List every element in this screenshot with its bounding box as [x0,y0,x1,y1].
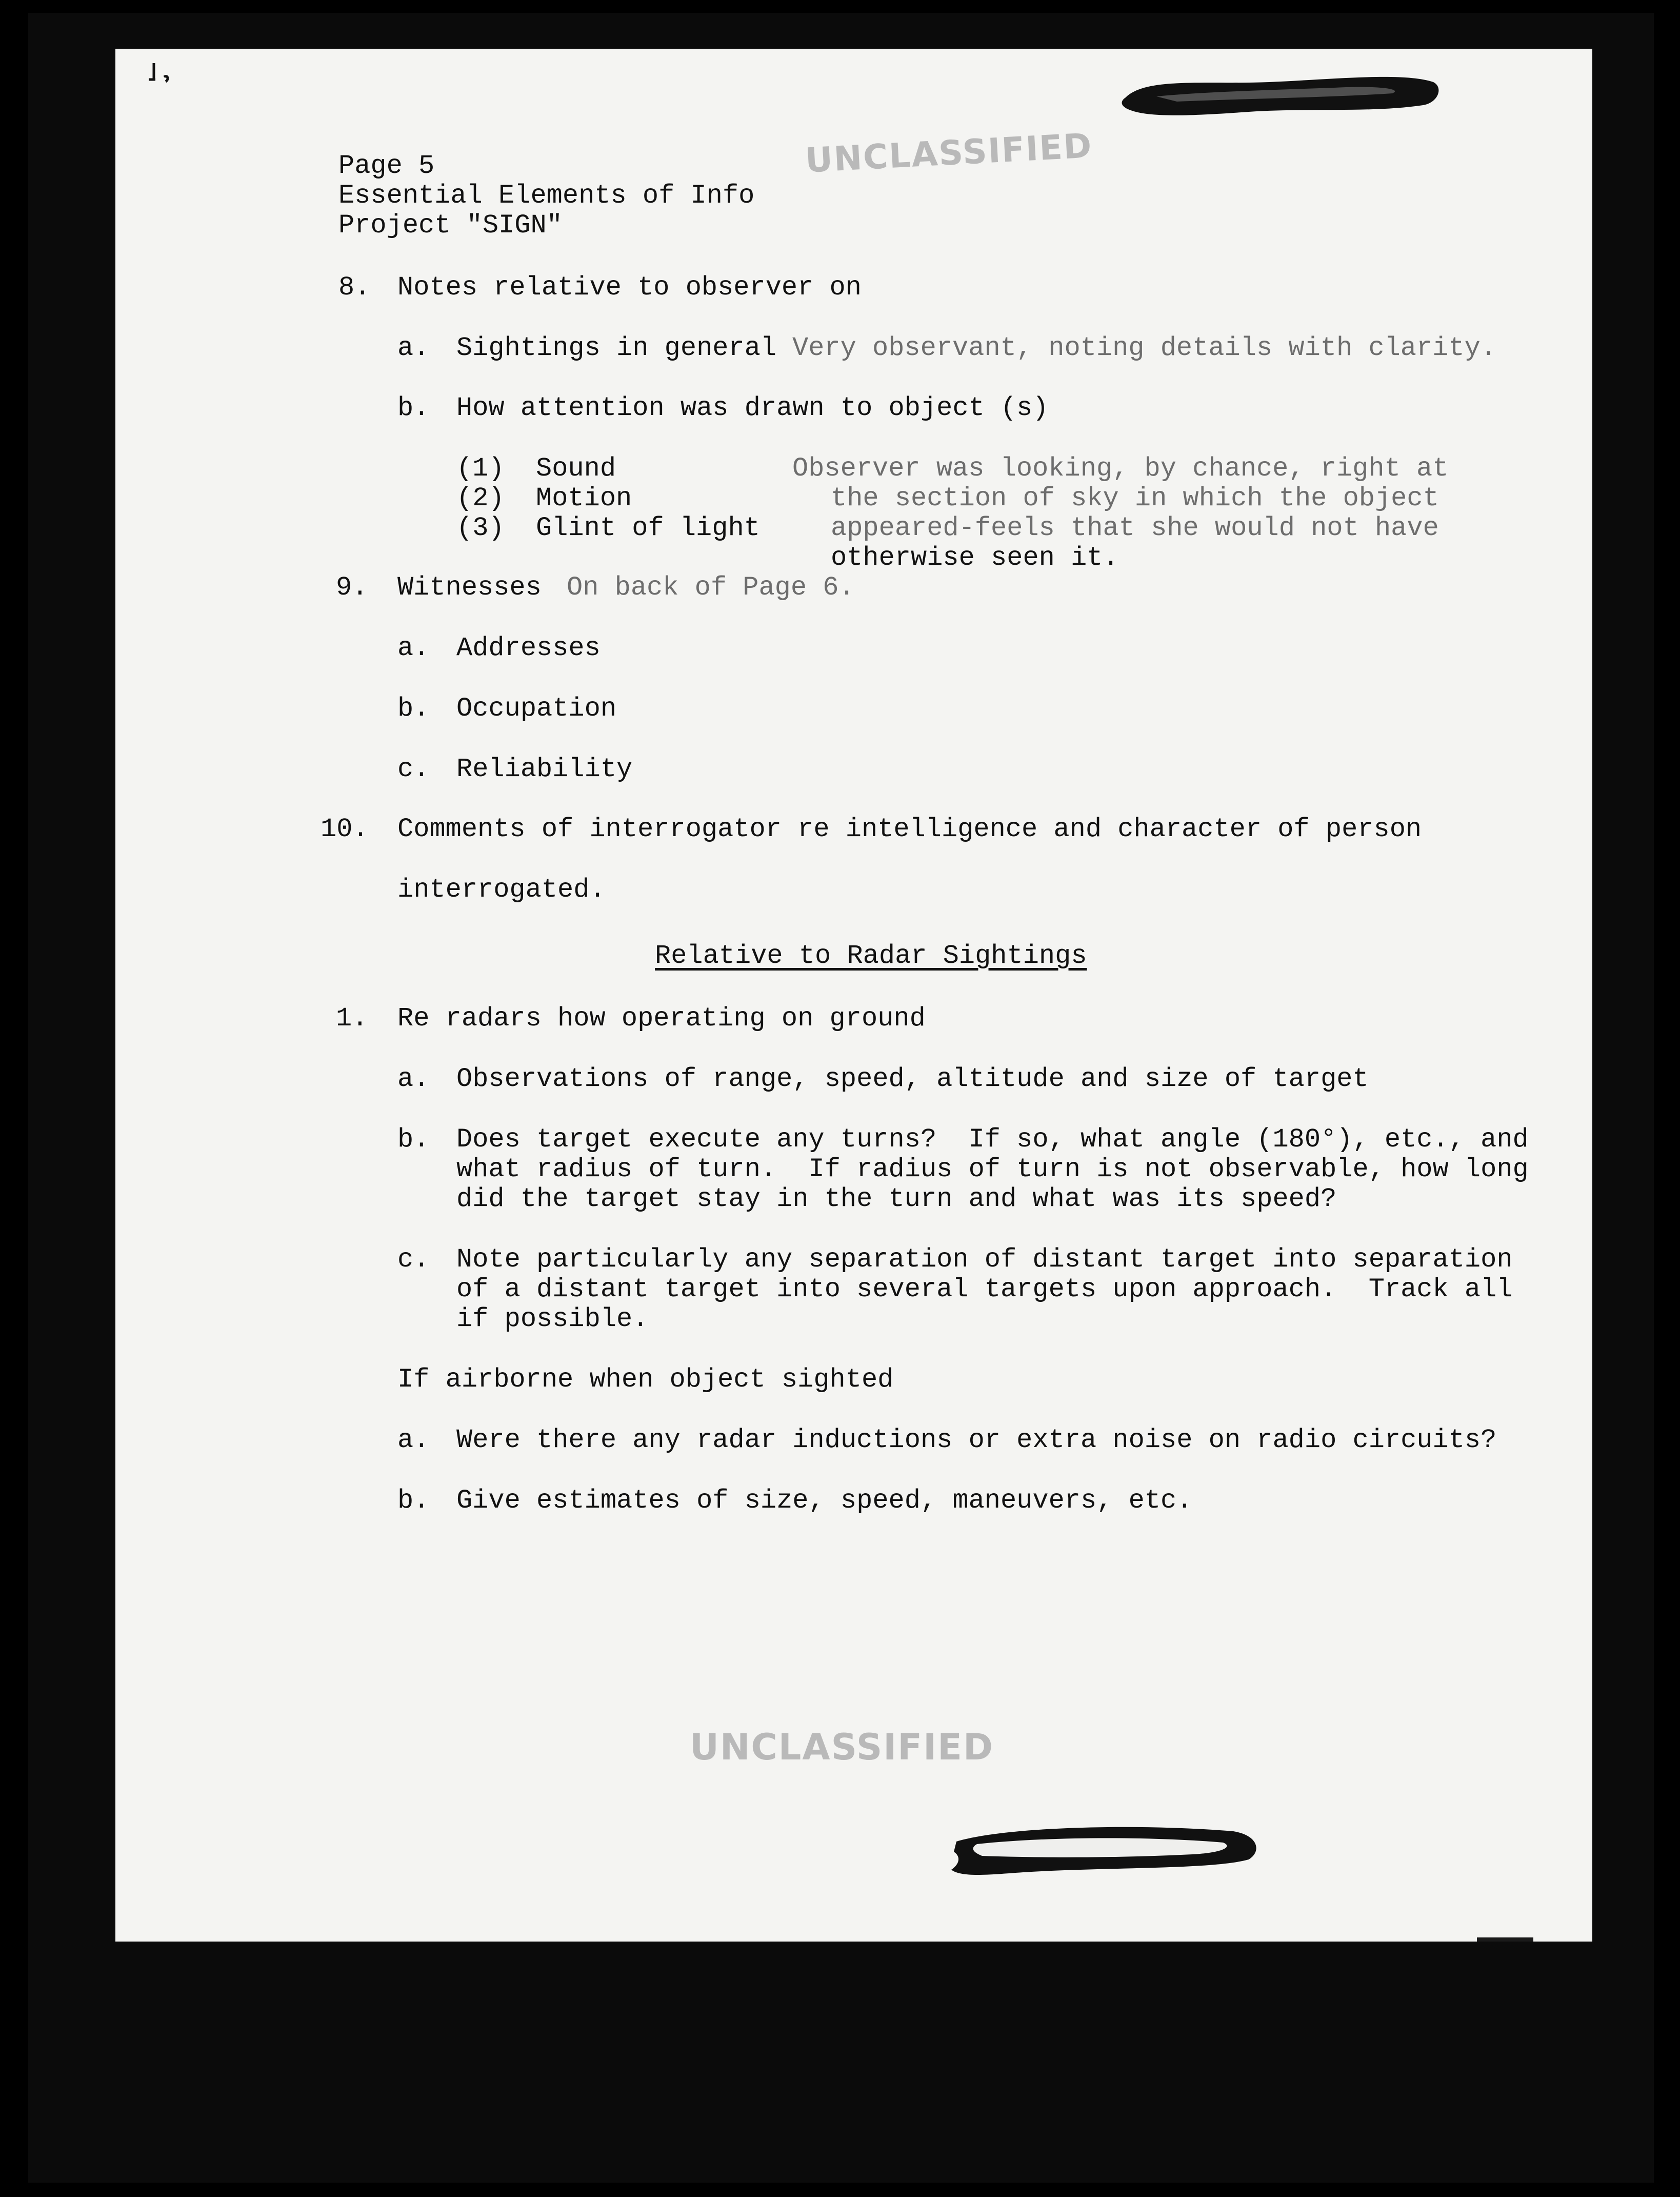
item-8-text: Notes relative to observer on [397,272,862,303]
airborne-heading: If airborne when object sighted [397,1364,894,1395]
section-heading: Relative to Radar Sightings [655,941,1087,971]
radar-item-1c-line-1: Note particularly any separation of distant target into separation [456,1244,1513,1275]
item-10-number: 10. [321,814,369,844]
classification-stamp-bottom: UNCLASSIFIED [690,1726,994,1768]
option-3-label: Glint of light [536,513,760,543]
classification-stamp-top: UNCLASSIFIED [804,126,1094,181]
item-9b-number: b. [397,694,430,724]
item-9b-text: Occupation [456,694,617,724]
redaction-mark-bottom [946,1821,1264,1883]
item-9c-text: Reliability [456,754,633,784]
radar-item-1c-line-2: of a distant target into several targets upon approach. Track all [456,1274,1513,1304]
item-9a-number: a. [397,633,430,663]
project-name: Project "SIGN" [338,210,563,241]
airborne-item-b-number: b. [397,1486,430,1516]
document-subject: Essential Elements of Info [338,181,755,211]
item-8a-label: Sightings in general [456,333,777,363]
airborne-item-a-text: Were there any radar inductions or extra noise on radio circuits? [456,1425,1497,1455]
observer-note-line-2: the section of sky in which the object [831,483,1439,513]
option-3-number: (3) [456,513,505,543]
edge-mark [1477,1937,1533,1942]
airborne-item-a-number: a. [397,1425,430,1455]
option-1-label: Sound [536,453,616,484]
option-2-number: (2) [456,483,505,513]
corner-mark [141,59,177,95]
radar-item-1c-line-3: if possible. [456,1304,649,1334]
page-number: Page 5 [338,151,435,181]
radar-item-1a-text: Observations of range, speed, altitude and size of target [456,1064,1369,1094]
item-9-number: 9. [336,572,368,603]
observer-note-line-1: Observer was looking, by chance, right at [792,453,1449,484]
airborne-item-b-text: Give estimates of size, speed, maneuvers, etc. [456,1486,1193,1516]
radar-item-1c-number: c. [397,1244,430,1275]
document-page [115,49,1592,1942]
radar-item-1a-number: a. [397,1064,430,1094]
radar-item-1-text: Re radars how operating on ground [397,1003,926,1034]
item-9-text: Witnesses [397,572,542,603]
radar-item-1b-line-3: did the target stay in the turn and what was its speed? [456,1184,1337,1214]
item-8b-number: b. [397,393,430,423]
radar-item-1b-number: b. [397,1124,430,1155]
item-8b-text: How attention was drawn to object (s) [456,393,1049,423]
item-10-line-2: interrogated. [397,875,606,905]
redaction-mark-top [1115,67,1449,123]
item-9a-text: Addresses [456,633,601,663]
observer-note-line-4: otherwise seen it. [831,543,1119,573]
item-9-note: On back of Page 6. [567,572,855,603]
item-8a-note: Very observant, noting details with clarity. [792,333,1497,363]
item-9c-number: c. [397,754,430,784]
radar-item-1-number: 1. [336,1003,368,1034]
item-8-number: 8. [338,272,371,303]
option-1-number: (1) [456,453,505,484]
item-10-line-1: Comments of interrogator re intelligence and character of person [397,814,1422,844]
option-2-label: Motion [536,483,632,513]
radar-item-1b-line-2: what radius of turn. If radius of turn is not observable, how long [456,1154,1529,1184]
radar-item-1b-line-1: Does target execute any turns? If so, what angle (180°), etc., and [456,1124,1529,1155]
item-8a-number: a. [397,333,430,363]
observer-note-line-3: appeared-feels that she would not have [831,513,1439,543]
